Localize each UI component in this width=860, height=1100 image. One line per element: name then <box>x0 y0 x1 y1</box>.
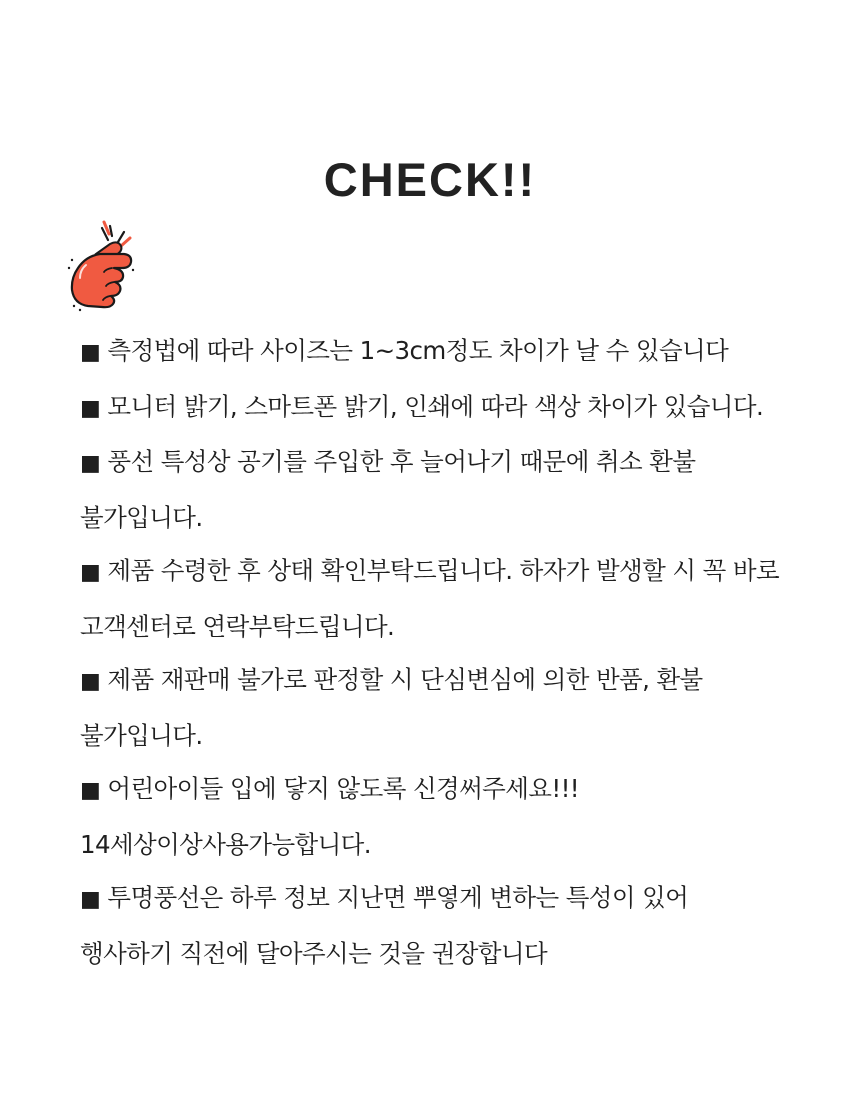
notice-text: 투명풍선은 하루 정보 지난면 뿌옇게 변하는 특성이 있어 행사하기 직전에 달아주시는 것을 권장합니다 <box>80 883 689 968</box>
notice-list <box>80 324 785 980</box>
notice-item <box>80 435 785 544</box>
square-bullet-icon: ■ <box>80 887 101 912</box>
notice-text: 제품 재판매 불가로 판정할 시 단심변심에 의한 반품, 환불 불가입니다. <box>80 665 703 750</box>
notice-item <box>80 871 785 980</box>
notice-text: 풍선 특성상 공기를 주입한 후 늘어나기 때문에 취소 환불 불가입니다. <box>80 447 696 532</box>
square-bullet-icon: ■ <box>80 560 101 585</box>
notice-item <box>80 324 785 380</box>
square-bullet-icon: ■ <box>80 340 101 365</box>
page-title: CHECK!! <box>323 153 537 206</box>
square-bullet-icon: ■ <box>80 669 101 694</box>
notice-item <box>80 380 785 436</box>
notice-text: 어린아이들 입에 닿지 않도록 신경써주세요!!! 14세상이상사용가능합니다. <box>80 774 580 859</box>
notice-text: 제품 수령한 후 상태 확인부탁드립니다. 하자가 발생할 시 꼭 바로 고객센터로 연락부탁드립니다. <box>80 556 780 641</box>
square-bullet-icon: ■ <box>80 395 101 421</box>
square-bullet-icon: ■ <box>80 778 101 803</box>
notice-text: 측정법에 따라 사이즈는 1~3cm정도 차이가 날 수 있습니다 <box>107 336 729 365</box>
notice-text: 모니터 밝기, 스마트폰 밝기, 인쇄에 따라 색상 차이가 있습니다. <box>107 391 764 421</box>
notice-item <box>80 544 785 653</box>
notice-item <box>80 762 785 871</box>
square-bullet-icon: ■ <box>80 451 101 476</box>
hand-snap-icon <box>66 218 138 314</box>
notice-item <box>80 653 785 762</box>
